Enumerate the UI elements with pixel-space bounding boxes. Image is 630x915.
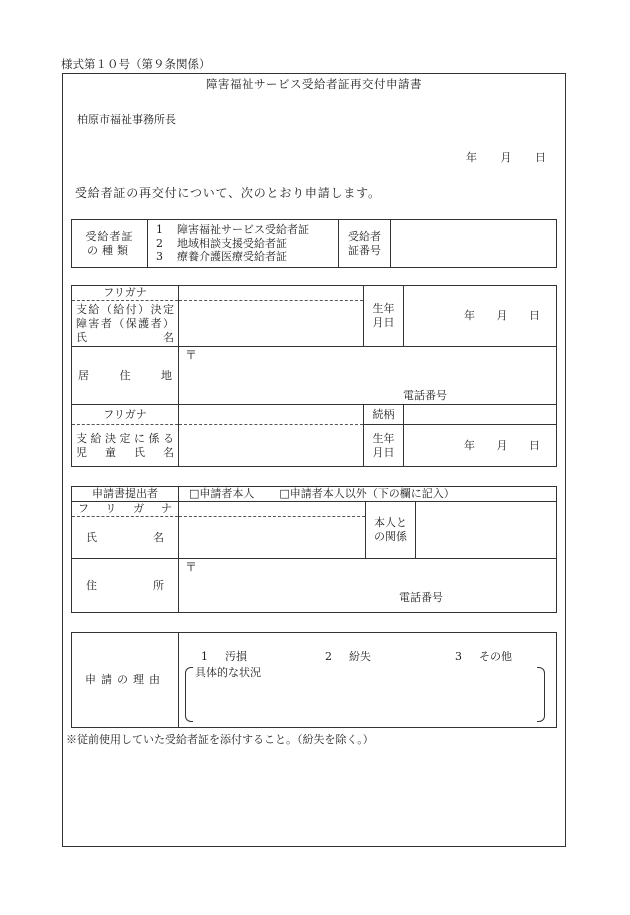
recipient-name-label	[72, 301, 179, 347]
applicant-name-field[interactable]	[179, 517, 366, 559]
certificate-number-label-line-2: 証番号	[348, 243, 381, 257]
year-label: 年	[466, 151, 477, 164]
certificate-option-2[interactable]	[148, 237, 338, 251]
applicant-self-checkbox[interactable]: □申請者本人	[189, 487, 255, 501]
certificate-option-label: 地域相談支援受給者証	[177, 236, 287, 250]
application-date[interactable]	[466, 149, 546, 165]
relationship-label: 続柄	[364, 405, 404, 425]
applicant-other-checkbox[interactable]: □申請者本人以外（下の欄に記入）	[279, 487, 455, 501]
certificate-option-num: 3	[156, 250, 163, 264]
birth-label-line-2: 月日	[372, 316, 395, 329]
certificate-number-label	[339, 220, 391, 268]
certificate-type-label-line-2: の種類	[87, 243, 132, 257]
year-label: 年	[464, 309, 475, 323]
child-birth-date-field[interactable]	[404, 425, 557, 467]
reason-option-num: 1	[201, 650, 208, 663]
applicant-table	[71, 486, 557, 613]
applicant-address-field[interactable]	[179, 559, 557, 613]
certificate-option-label: 療養介護医療受給者証	[177, 250, 287, 264]
name-label-line-1: 支給（給付）決定	[76, 303, 174, 316]
form-number: 様式第１０号（第９条関係）	[61, 57, 211, 71]
certificate-option-label: 障害福祉サービス受給者証	[177, 222, 309, 236]
reason-option-label: その他	[479, 650, 512, 663]
certificate-option-num: 1	[156, 222, 163, 236]
applicant-options[interactable]	[179, 487, 557, 502]
reason-table	[71, 632, 557, 728]
recipient-birth-label	[364, 286, 404, 347]
certificate-table	[71, 219, 557, 268]
day-label: 日	[529, 438, 540, 452]
reason-options[interactable]	[179, 633, 556, 664]
reason-field[interactable]	[179, 633, 557, 728]
bracket-left	[185, 667, 193, 722]
postal-mark: 〒	[185, 560, 198, 574]
residence-phone-label: 電話番号	[403, 389, 447, 402]
reason-option-label: 紛失	[349, 650, 371, 663]
relationship-field[interactable]	[404, 405, 557, 425]
name-label-line-3	[72, 331, 178, 345]
applicant-address-label	[72, 559, 179, 613]
name-label-line-2: 障害者（保護者）	[76, 316, 174, 330]
form-title: 障害福祉サービス受給者証再交付申請書	[206, 77, 422, 91]
month-label: 月	[496, 438, 508, 452]
applicant-relation-label	[366, 502, 416, 559]
reason-option-num: 2	[325, 650, 332, 663]
reason-option-1[interactable]	[201, 650, 325, 664]
birth-label-line-2: 月日	[372, 445, 395, 459]
recipient-table	[71, 285, 557, 467]
applicant-relation-field[interactable]	[416, 502, 557, 559]
applicant-address-char: 住	[86, 578, 97, 592]
recipient-birth-date-field[interactable]	[404, 286, 557, 347]
relation-label-line-2: の関係	[374, 530, 407, 543]
certificate-type-label	[72, 220, 148, 268]
attachment-note: ※従前使用していた受給者証を添付すること。（紛失を除く。）	[66, 733, 374, 746]
applicant-name-char: 氏	[86, 530, 97, 544]
reason-option-3[interactable]	[455, 650, 512, 664]
name-label-char: 名	[163, 330, 174, 344]
child-label-line-2: 児童氏名	[76, 445, 174, 459]
reason-option-2[interactable]	[325, 650, 455, 664]
applicant-label: 申請書提出者	[72, 487, 179, 502]
applicant-furigana-text: フリガナ	[78, 502, 172, 516]
reason-label-text: 申請の理由	[85, 673, 165, 687]
child-furigana-field[interactable]	[179, 405, 364, 425]
reason-option-num: 3	[455, 650, 462, 663]
residence-label-char: 地	[161, 368, 172, 382]
residence-label-char: 居	[78, 368, 89, 382]
addressee: 柏原市福祉事務所長	[77, 113, 176, 126]
applicant-furigana-field[interactable]	[179, 502, 366, 517]
month-label: 月	[500, 151, 512, 164]
child-name-label	[72, 425, 179, 467]
certificate-type-label-line-1: 受給者証	[85, 229, 134, 243]
postal-mark: 〒	[185, 348, 198, 362]
applicant-name-label	[72, 517, 179, 559]
residence-label-char: 住	[119, 368, 131, 382]
applicant-name-char: 名	[153, 530, 164, 544]
recipient-furigana-label: フリガナ	[72, 286, 179, 301]
child-label-line-1: 支給決定に係る	[76, 431, 174, 445]
relation-label-line-1: 本人と	[374, 516, 407, 530]
child-name-field[interactable]	[179, 425, 364, 467]
child-birth-label	[364, 425, 404, 467]
birth-label-line-1: 生年	[372, 431, 395, 445]
certificate-option-1[interactable]	[148, 223, 338, 237]
applicant-furigana-label	[72, 502, 179, 517]
certificate-number-label-line-1: 受給者	[348, 229, 381, 243]
applicant-phone-label: 電話番号	[399, 591, 443, 604]
recipient-furigana-field[interactable]	[179, 286, 364, 301]
residence-field[interactable]	[179, 347, 557, 405]
residence-label	[72, 347, 179, 405]
month-label: 月	[496, 309, 508, 323]
day-label: 日	[535, 151, 546, 164]
birth-label-line-1: 生年	[372, 302, 395, 316]
recipient-name-field[interactable]	[179, 301, 364, 347]
certificate-option-3[interactable]	[148, 250, 338, 264]
applicant-address-char: 所	[153, 578, 164, 592]
reason-label	[72, 633, 179, 728]
year-label: 年	[464, 438, 475, 452]
name-label-char: 氏	[76, 330, 87, 344]
certificate-option-num: 2	[156, 236, 163, 250]
day-label: 日	[529, 309, 540, 323]
bracket-right	[537, 667, 545, 722]
child-furigana-label: フリガナ	[72, 405, 179, 425]
reason-option-label: 汚損	[225, 650, 247, 663]
certificate-type-options[interactable]	[148, 220, 339, 268]
certificate-number-field[interactable]	[391, 220, 557, 268]
detail-label: 具体的な状況	[195, 666, 261, 679]
application-statement: 受給者証の再交付について、次のとおり申請します。	[75, 186, 381, 200]
